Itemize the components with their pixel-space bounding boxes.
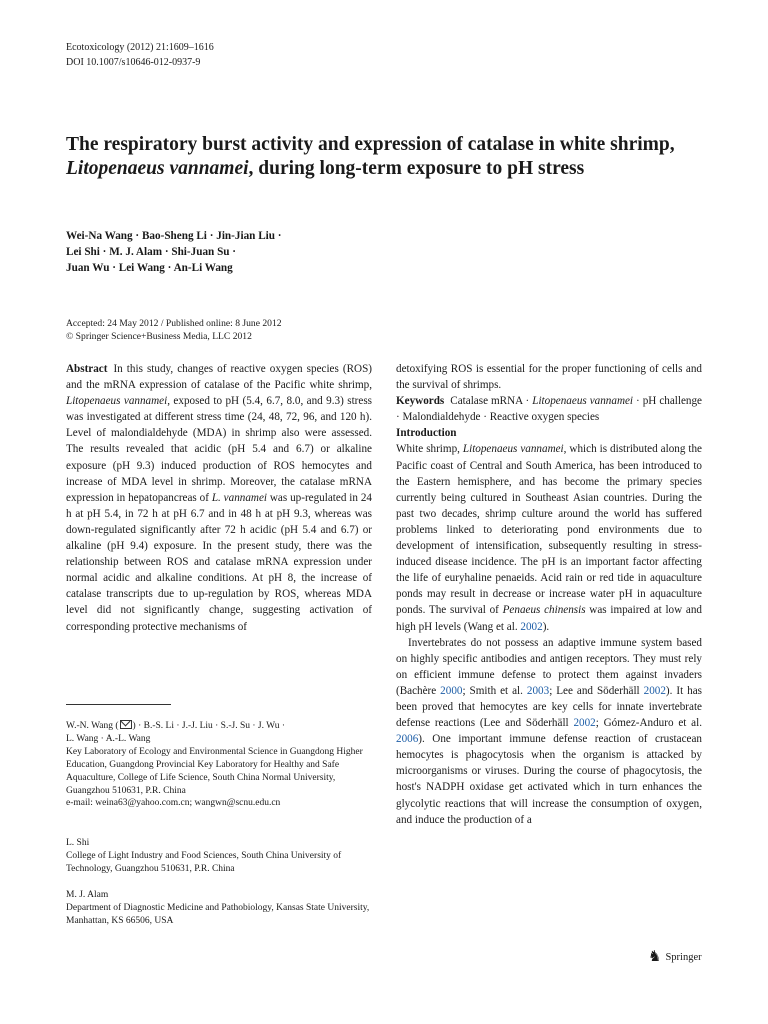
affiliation-3: M. J. Alam Department of Diagnostic Medicine and Pathobiology, Kansas State University, Manhattan, KS 66506, USA — [66, 890, 370, 926]
section-heading: Introduction — [396, 427, 457, 440]
envelope-icon[interactable] — [120, 720, 132, 729]
citation-link[interactable]: 2003 — [526, 684, 550, 697]
copyright: © Springer Science+Business Media, LLC 2012 — [66, 331, 252, 342]
abstract-continued: detoxifying ROS is essential for the proper functioning of cells and the survival of shrimps. — [396, 363, 702, 392]
intro-paragraph: White shrimp, Litopenaeus vannamei, which is distributed along the Pacific coast of Central and South America, has been introduced to the Eastern hemisphere, and has become the primary species currently being cultured in Southeast Asian countries. During the past two decades, shrimp culture around the world has suffered problems linked to deteriorating pond environments due to development of intensification, subsequently resulting in stress-induced disease incidence. The pH is an important factor affecting the life of euryhaline penaeids. Acid rain or red tide in aquaculture ponds may result in decrease or increase water pH in aquaculture ponds. The survival of Penaeus chinensis was impaired at low and high pH levels (Wang et al. 2002). — [396, 443, 702, 633]
citation-link[interactable]: 2000 — [440, 684, 463, 697]
publication-dates — [66, 317, 466, 343]
accepted-date: Accepted: 24 May 2012 / Published online: 8 June 2012 — [66, 318, 282, 329]
doi: DOI 10.1007/s10646-012-0937-9 — [66, 57, 201, 68]
right-column — [396, 361, 702, 828]
citation-link[interactable]: 2002 — [520, 620, 543, 633]
publisher-logo — [648, 950, 702, 964]
journal-header — [66, 40, 214, 70]
abstract-label: Abstract — [66, 363, 108, 375]
affiliation-2: L. Shi College of Light Industry and Food Sciences, South China University of Technology, Guangzhou 510631, P.R. China — [66, 838, 342, 874]
author-list — [66, 228, 466, 276]
citation-link[interactable]: 2002 — [643, 684, 666, 697]
paper-title: The respiratory burst activity and expression of catalase in white shrimp, Litopenaeus vannamei, during long-term exposure to pH stress — [66, 134, 675, 179]
journal-citation: Ecotoxicology (2012) 21:1609–1616 — [66, 42, 214, 53]
affiliation-divider — [66, 704, 171, 705]
citation-link[interactable]: 2006 — [396, 733, 419, 746]
authors-line: Juan Wu · Lei Wang · An-Li Wang — [66, 262, 233, 274]
left-column — [66, 361, 372, 635]
springer-horse-icon: ♞ — [648, 949, 662, 965]
intro-paragraph: Invertebrates do not possess an adaptive immune system based on highly specific antibodies and antigen receptors. They must rely on efficient immune defense to protect them against invaders (Bachère 2000; Smith et al. 2003; Lee and Söderhäll 2002). It has been proved that hemocytes are key cells for innate invertebrate defense reactions (Lee and Söderhäll 2002; Gómez-Anduro et al. 2006). One important immune defense reaction of crustacean hemocytes is phagocytosis when the organism is attacked by microorganisms or viruses. During the course of phagocytosis, the host's NADPH oxidase get activated which in turn enhances the glycolytic reactions that will increase the consumption of oxygen, and induce the production of a — [396, 636, 703, 826]
keywords: Keywords Catalase mRNA · Litopenaeus vannamei · pH challenge · Malondialdehyde · Reactive oxygen species — [396, 395, 702, 424]
authors-line: Wei-Na Wang · Bao-Sheng Li · Jin-Jian Liu · — [66, 230, 282, 242]
keywords-label: Keywords — [396, 395, 445, 408]
publisher-name: Springer — [665, 951, 702, 963]
affiliation-1: W.-N. Wang ( ) · B.-S. Li · J.-J. Liu · S.-J. Su · J. Wu · L. Wang · A.-L. Wang Key Laboratory of Ecology and Environmental Science in Guangdong Higher Education, Guangdong Provincial Key Laboratory for Healthy and Safe Aquaculture, College of Life Science, South China Normal University, Guangzhou 510631, P.R. China e-mail: weina63@yahoo.com.cn; wangwn@scnu.edu.cn — [66, 720, 372, 810]
citation-link[interactable]: 2002 — [573, 717, 596, 730]
abstract: Abstract In this study, changes of reactive oxygen species (ROS) and the mRNA expression of catalase of the Pacific white shrimp, Litopenaeus vannamei, exposed to pH (5.4, 6.7, 8.0, and 9.3) stress was investigated at different stress time (24, 48, 72, 96, and 120 h). Level of malondialdehyde (MDA) in shrimp also were assessed. The results revealed that acidic (pH 5.4 and 6.7) or alkaline exposure (pH 9.3) induced production of ROS hemocytes and increase of MDA level in shrimp. Moreover, the catalase mRNA expression in hepatopancreas of L. vannamei was up-regulated in 24 h at pH 5.4, in 72 h at pH 6.7 and in 48 h at pH 9.3, whereas was down-regulated significantly after 72 h acidic (pH 5.4 and 6.7) or alkaline (pH 9.4) exposure. In the present study, there was the relationship between ROS and catalase mRNA expression under normal acidic and alkaline conditions. At pH 8, the increase of catalase transcripts due to up-regulation by ROS, whereas MDA level did not significantly change, suggesting activation of corresponding protective mechanisms of — [66, 363, 372, 633]
authors-line: Lei Shi · M. J. Alam · Shi-Juan Su · — [66, 246, 237, 258]
email[interactable]: e-mail: weina63@yahoo.com.cn; wangwn@scnu.edu.cn — [66, 798, 281, 809]
